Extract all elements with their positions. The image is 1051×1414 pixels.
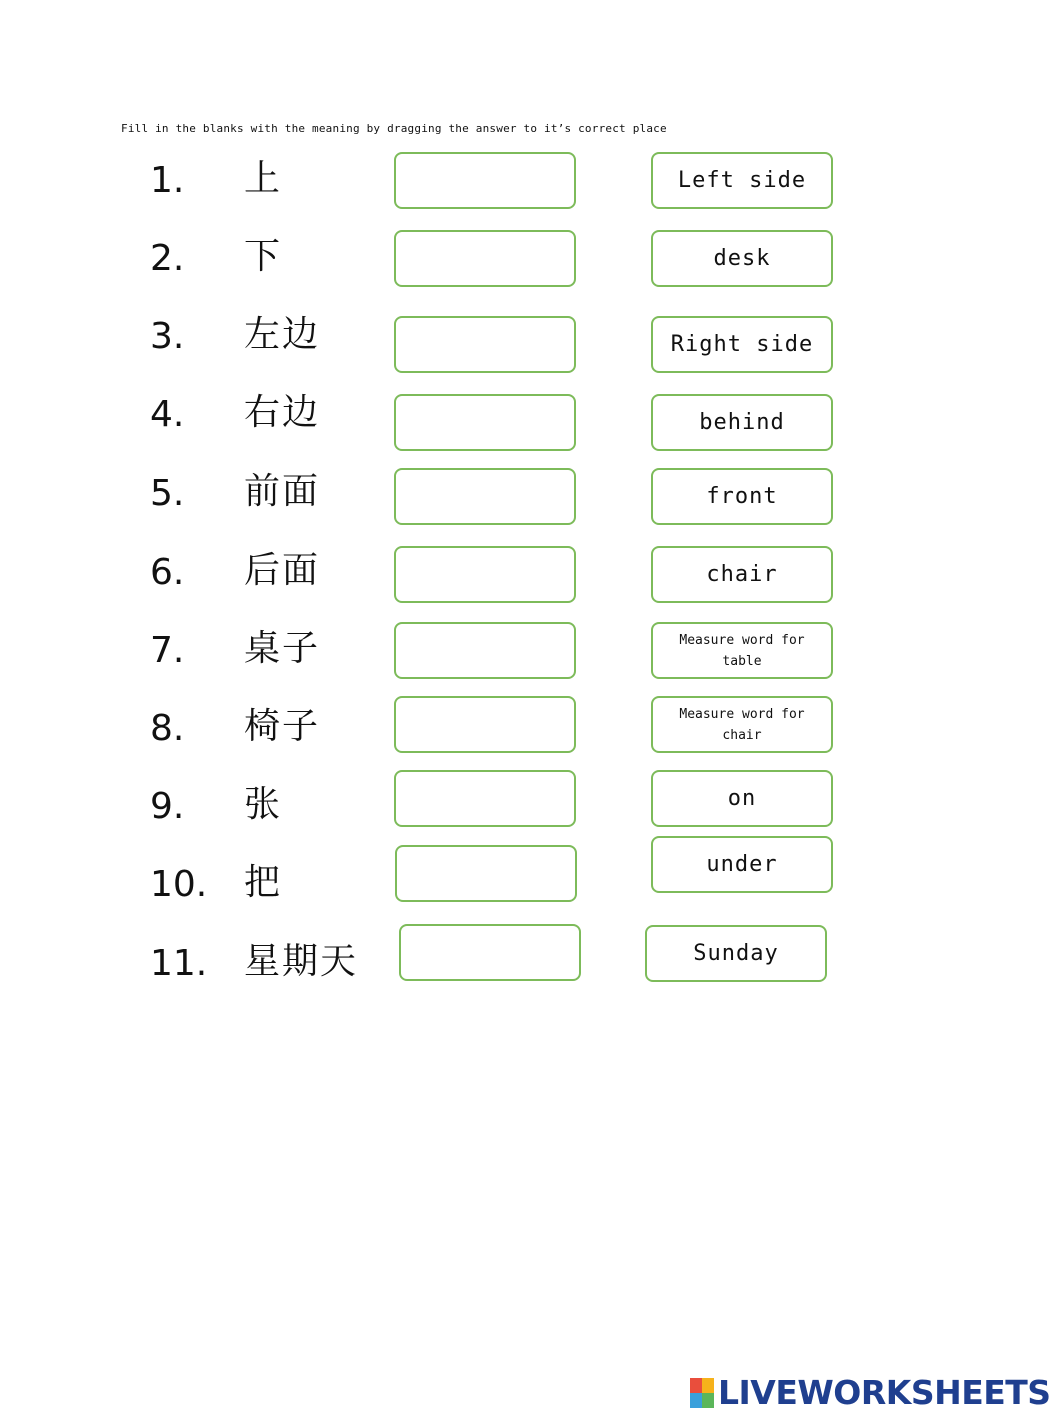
question-number: 3. [150, 316, 185, 357]
question-number: 9. [150, 786, 185, 827]
question-number: 6. [150, 552, 185, 593]
chinese-word: 前面 [244, 471, 321, 512]
answer-card[interactable]: desk [651, 230, 833, 287]
answer-blank[interactable] [399, 924, 581, 981]
question-number: 11. [150, 943, 208, 984]
chinese-word: 把 [244, 862, 283, 903]
question-number: 4. [150, 394, 185, 435]
answer-card[interactable]: front [651, 468, 833, 525]
answer-blank[interactable] [394, 770, 576, 827]
answer-card[interactable]: chair [651, 546, 833, 603]
answer-card[interactable]: Left side [651, 152, 833, 209]
chinese-word: 张 [244, 784, 283, 825]
logo-squares-icon [690, 1378, 714, 1408]
chinese-word: 下 [244, 236, 283, 277]
chinese-word: 星期天 [244, 941, 359, 982]
chinese-word: 椅子 [244, 706, 321, 747]
question-number: 1. [150, 160, 185, 201]
answer-card[interactable]: on [651, 770, 833, 827]
answer-blank[interactable] [394, 230, 576, 287]
chinese-word: 右边 [244, 392, 321, 433]
answer-blank[interactable] [394, 316, 576, 373]
question-number: 7. [150, 630, 185, 671]
answer-blank[interactable] [394, 622, 576, 679]
instructions-text: Fill in the blanks with the meaning by dragging the answer to it’s correct place [121, 122, 667, 135]
chinese-word: 左边 [244, 314, 321, 355]
answer-blank[interactable] [395, 845, 577, 902]
chinese-word: 上 [244, 158, 283, 199]
answer-blank[interactable] [394, 152, 576, 209]
chinese-word: 后面 [244, 550, 321, 591]
question-number: 5. [150, 473, 185, 514]
answer-card[interactable]: Sunday [645, 925, 827, 982]
liveworksheets-logo [690, 1373, 1051, 1412]
answer-blank[interactable] [394, 394, 576, 451]
chinese-word: 桌子 [244, 628, 321, 669]
answer-blank[interactable] [394, 546, 576, 603]
answer-card[interactable]: behind [651, 394, 833, 451]
question-number: 8. [150, 708, 185, 749]
answer-card[interactable]: under [651, 836, 833, 893]
logo-text: LIVEWORKSHEETS [718, 1373, 1051, 1412]
answer-card[interactable]: Measure word for chair [651, 696, 833, 753]
answer-card[interactable]: Measure word for table [651, 622, 833, 679]
question-number: 10. [150, 864, 208, 905]
answer-blank[interactable] [394, 468, 576, 525]
answer-card[interactable]: Right side [651, 316, 833, 373]
question-number: 2. [150, 238, 185, 279]
answer-blank[interactable] [394, 696, 576, 753]
